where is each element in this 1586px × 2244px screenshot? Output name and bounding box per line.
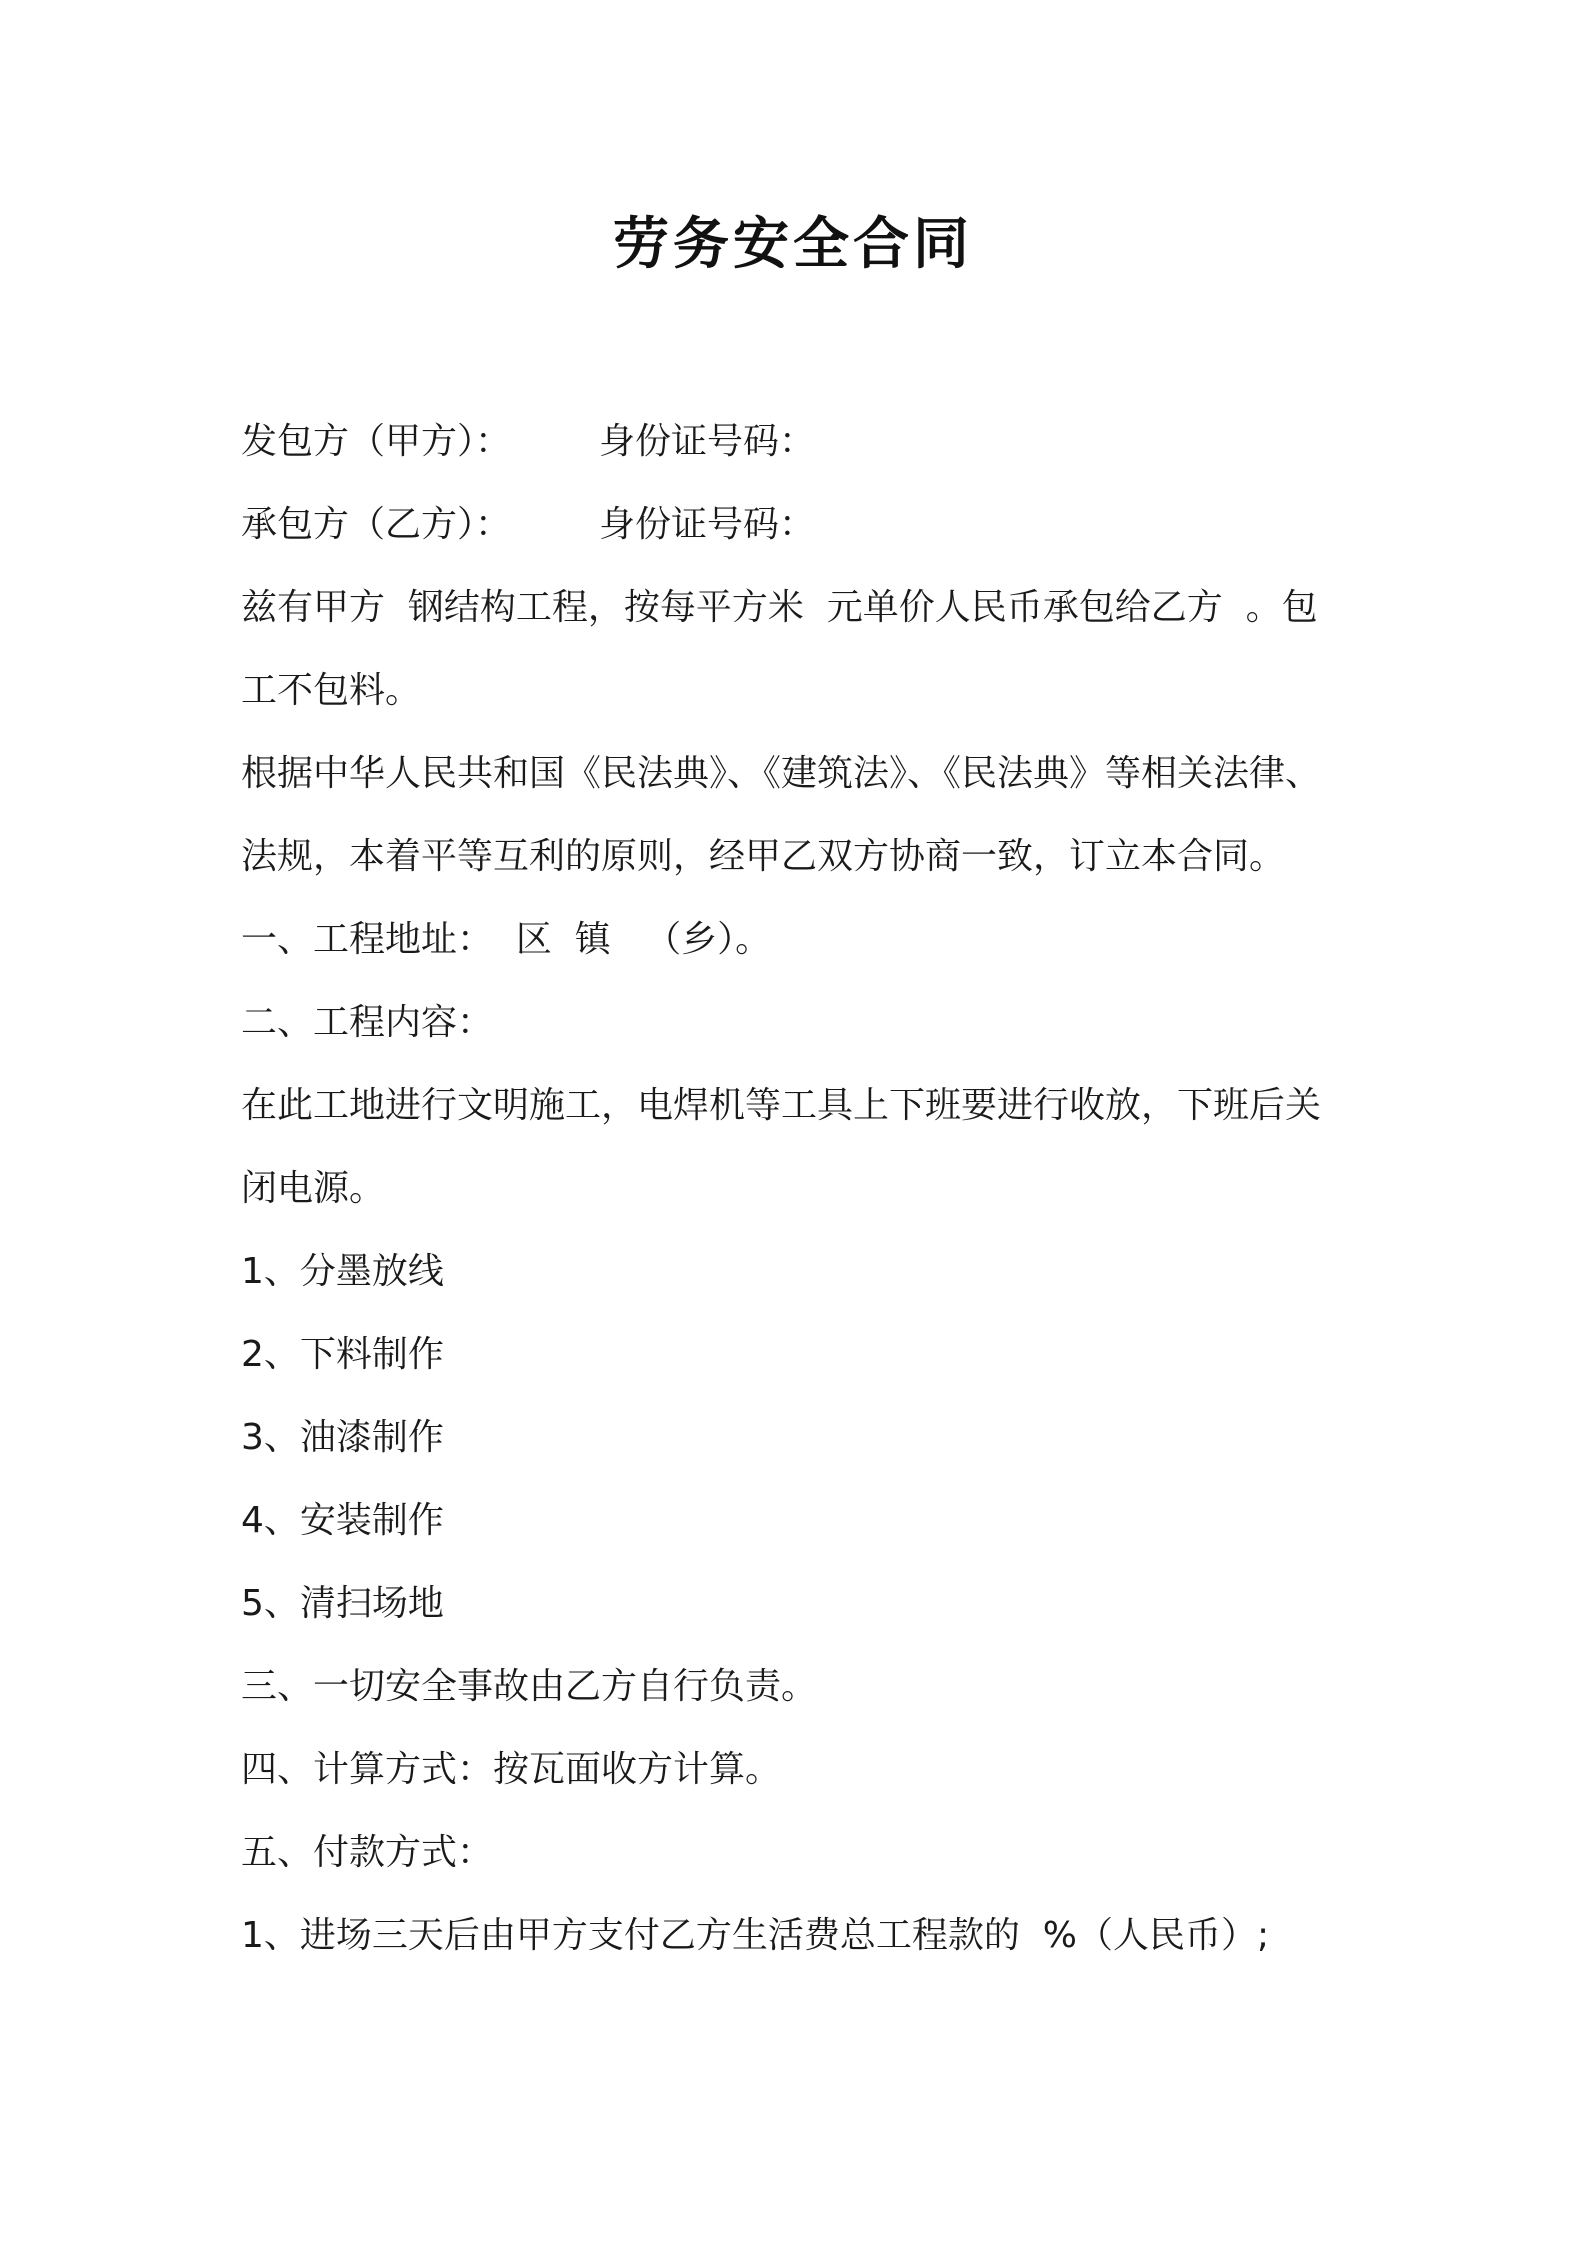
task-item: 3、油漆制作 — [241, 1417, 444, 1458]
section-5-heading: 五、付款方式： — [241, 1832, 494, 1873]
basis-line-2: 法规，本着平等互利的原则，经甲乙双方协商一致，订立本合同。 — [241, 836, 1286, 877]
task-item: 4、安装制作 — [241, 1500, 444, 1541]
party-a-id-label: 身份证号码： — [599, 421, 816, 462]
document-title: 劳务安全合同 — [613, 212, 973, 277]
section-2-heading: 二、工程内容： — [241, 1002, 494, 1043]
task-item: 1、分墨放线 — [241, 1251, 444, 1292]
party-b-label: 承包方（乙方）： — [241, 504, 512, 545]
intro-line-2: 工不包料。 — [241, 670, 422, 711]
intro-line-1: 兹有甲方 钢结构工程，按每平方米 元单价人民币承包给乙方 。包 — [241, 587, 1318, 628]
section-1-address: 一、工程地址： 区 镇 （乡）。 — [241, 919, 772, 960]
section-3-safety: 三、一切安全事故由乙方自行负责。 — [241, 1666, 818, 1707]
contract-body — [241, 400, 1361, 1977]
payment-item-1: 1、进场三天后由甲方支付乙方生活费总工程款的 %（人民币）; — [241, 1915, 1270, 1956]
party-b-line — [241, 483, 1361, 566]
content-line-2: 闭电源。 — [241, 1168, 386, 1209]
party-a-label: 发包方（甲方）： — [241, 421, 512, 462]
basis-line-1: 根据中华人民共和国《民法典》、《建筑法》、《民法典》等相关法律、 — [241, 753, 1322, 794]
party-a-line — [241, 400, 1361, 483]
task-item: 2、下料制作 — [241, 1334, 444, 1375]
section-4-calculation: 四、计算方式：按瓦面收方计算。 — [241, 1749, 782, 1790]
content-line-1: 在此工地进行文明施工，电焊机等工具上下班要进行收放，下班后关 — [241, 1085, 1322, 1126]
party-b-id-label: 身份证号码： — [599, 504, 816, 545]
task-item: 5、清扫场地 — [241, 1583, 444, 1624]
